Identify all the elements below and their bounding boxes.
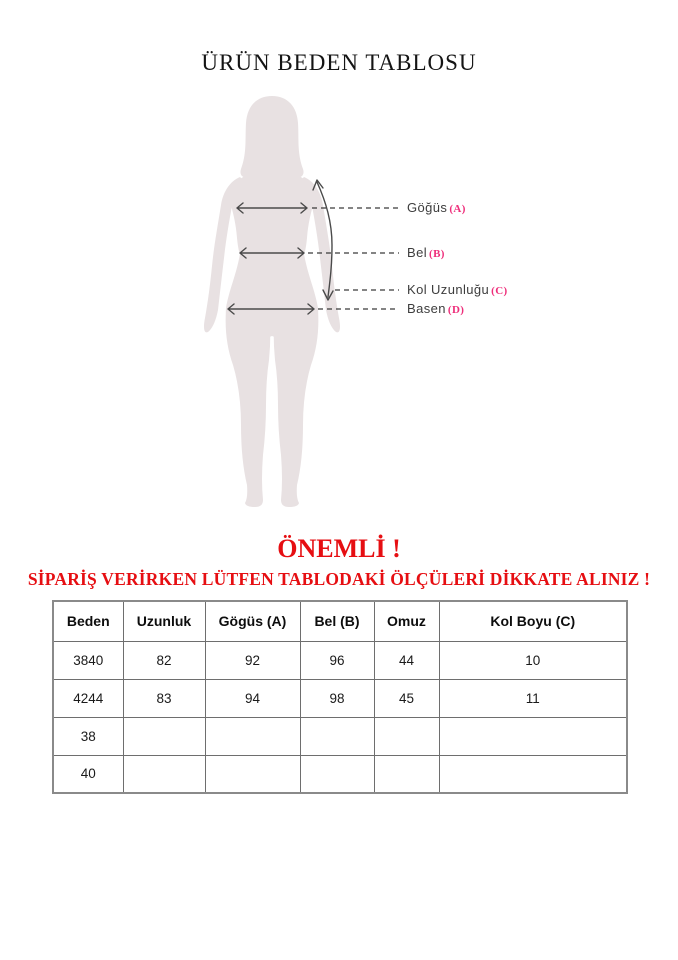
label-arm-length-letter: (C) bbox=[491, 285, 508, 297]
warning-heading: ÖNEMLİ ! bbox=[277, 534, 401, 563]
warning-message: SİPARİŞ VERİRKEN LÜTFEN TABLODAKİ ÖLÇÜLERİ DİKKATE ALINIZ ! bbox=[27, 569, 651, 589]
female-silhouette-illustration bbox=[190, 85, 410, 515]
label-chest bbox=[407, 200, 466, 215]
cell-beden: 40 bbox=[53, 755, 123, 793]
cell-beden: 4244 bbox=[53, 679, 123, 717]
label-waist-letter: (B) bbox=[429, 248, 445, 260]
cell-omuz bbox=[374, 717, 439, 755]
cell-gogus bbox=[205, 755, 300, 793]
cell-omuz: 44 bbox=[374, 641, 439, 679]
label-arm-length-text: Kol Uzunluğu bbox=[407, 282, 490, 297]
cell-omuz: 45 bbox=[374, 679, 439, 717]
header-gogus: Gögüs (A) bbox=[205, 601, 300, 641]
cell-bel bbox=[300, 717, 374, 755]
cell-beden: 38 bbox=[53, 717, 123, 755]
cell-kol-boyu bbox=[439, 755, 627, 793]
cell-uzunluk bbox=[123, 755, 205, 793]
cell-kol-boyu bbox=[439, 717, 627, 755]
cell-uzunluk: 83 bbox=[123, 679, 205, 717]
cell-bel: 96 bbox=[300, 641, 374, 679]
cell-omuz bbox=[374, 755, 439, 793]
table-row bbox=[53, 679, 627, 717]
cell-gogus: 94 bbox=[205, 679, 300, 717]
label-hip-letter: (D) bbox=[447, 304, 465, 316]
page-title: ÜRÜN BEDEN TABLOSU bbox=[201, 50, 477, 75]
header-beden: Beden bbox=[53, 601, 123, 641]
cell-kol-boyu: 11 bbox=[439, 679, 627, 717]
table-row bbox=[53, 641, 627, 679]
size-table-header-row bbox=[53, 601, 627, 641]
cell-gogus bbox=[205, 717, 300, 755]
size-table bbox=[52, 600, 628, 794]
body-measurement-diagram bbox=[0, 85, 678, 520]
cell-bel: 98 bbox=[300, 679, 374, 717]
label-chest-text: Göğüs bbox=[407, 200, 448, 215]
cell-bel bbox=[300, 755, 374, 793]
label-waist bbox=[407, 245, 445, 260]
cell-uzunluk: 82 bbox=[123, 641, 205, 679]
label-hip bbox=[407, 301, 464, 316]
cell-kol-boyu: 10 bbox=[439, 641, 627, 679]
header-uzunluk: Uzunluk bbox=[123, 601, 205, 641]
label-hip-text: Basen bbox=[407, 301, 446, 316]
header-omuz: Omuz bbox=[374, 601, 439, 641]
table-row bbox=[53, 717, 627, 755]
cell-beden: 3840 bbox=[53, 641, 123, 679]
label-waist-text: Bel bbox=[407, 245, 427, 260]
cell-gogus: 92 bbox=[205, 641, 300, 679]
label-arm-length bbox=[407, 282, 508, 297]
cell-uzunluk bbox=[123, 717, 205, 755]
header-kol-boyu: Kol Boyu (C) bbox=[439, 601, 627, 641]
label-chest-letter: (A) bbox=[449, 203, 466, 215]
table-row bbox=[53, 755, 627, 793]
header-bel: Bel (B) bbox=[300, 601, 374, 641]
